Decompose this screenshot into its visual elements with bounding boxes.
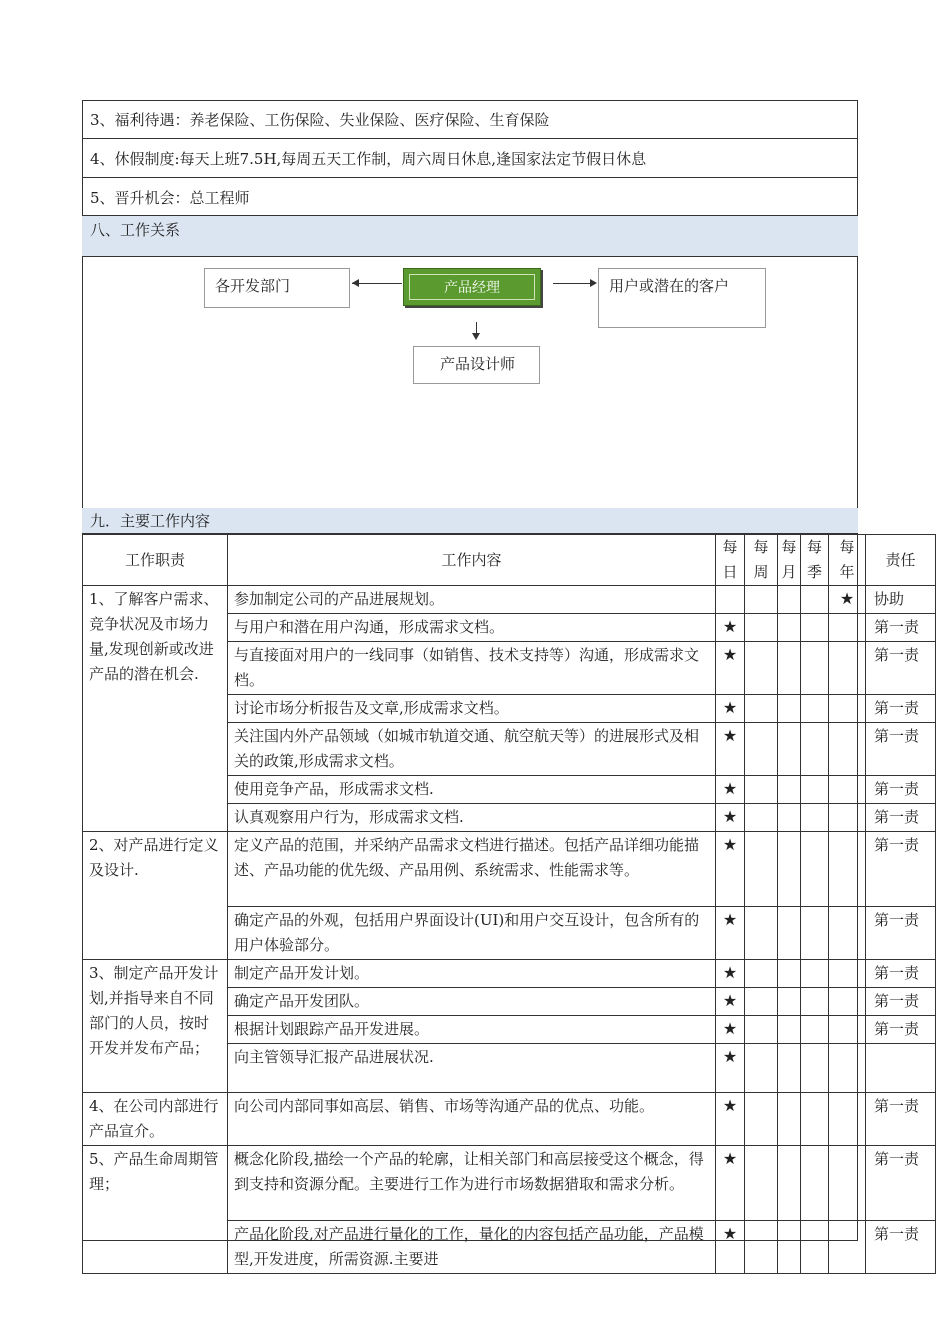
freq-daily-cell: ★ <box>716 1093 745 1146</box>
content-cell: 根据计划跟踪产品开发进展。 <box>228 1016 716 1044</box>
freq-quarterly-cell <box>801 1221 829 1274</box>
content-cell: 向公司内部同事如高层、销售、市场等沟通产品的优点、功能。 <box>228 1093 716 1146</box>
freq-yearly-cell <box>829 832 866 907</box>
benefits-promotion: 5、晋升机会：总工程师 <box>82 178 858 216</box>
freq-weekly-cell <box>745 1221 778 1274</box>
freq-weekly-cell <box>745 586 778 614</box>
responsibility-cell: 第一责 <box>866 614 936 642</box>
benefits-welfare: 3、福利待遇：养老保险、工伤保险、失业保险、医疗保险、生育保险 <box>82 100 858 139</box>
benefits-vacation: 4、休假制度:每天上班7.5H,每周五天工作制，周六周日休息,逢国家法定节假日休息 <box>82 139 858 178</box>
header-daily: 每 日 <box>716 535 745 586</box>
freq-quarterly-cell <box>801 988 829 1016</box>
freq-weekly-cell <box>745 804 778 832</box>
freq-monthly-cell <box>778 614 801 642</box>
freq-monthly-cell <box>778 1221 801 1274</box>
freq-weekly-cell <box>745 907 778 960</box>
freq-yearly-cell <box>829 988 866 1016</box>
freq-daily-cell: ★ <box>716 614 745 642</box>
freq-weekly-cell <box>745 1093 778 1146</box>
responsibility-cell: 第一责 <box>866 832 936 907</box>
freq-weekly-cell <box>745 1016 778 1044</box>
freq-yearly-cell <box>829 1093 866 1146</box>
section8-title: 八、工作关系 <box>82 216 858 257</box>
freq-yearly-cell <box>829 642 866 695</box>
content-cell: 参加制定公司的产品进展规划。 <box>228 586 716 614</box>
freq-yearly-cell <box>829 614 866 642</box>
freq-yearly-cell <box>829 960 866 988</box>
freq-daily-cell: ★ <box>716 988 745 1016</box>
freq-quarterly-cell <box>801 804 829 832</box>
freq-daily-cell: ★ <box>716 723 745 776</box>
freq-yearly-cell <box>829 723 866 776</box>
freq-weekly-cell <box>745 723 778 776</box>
responsibility-cell: 第一责 <box>866 960 936 988</box>
freq-quarterly-cell <box>801 614 829 642</box>
freq-quarterly-cell <box>801 1016 829 1044</box>
freq-daily-cell: ★ <box>716 832 745 907</box>
content-cell: 讨论市场分析报告及文章,形成需求文档。 <box>228 695 716 723</box>
freq-daily-cell: ★ <box>716 695 745 723</box>
freq-weekly-cell <box>745 1146 778 1221</box>
responsibility-cell: 第一责 <box>866 1016 936 1044</box>
content-cell: 与用户和潜在用户沟通，形成需求文档。 <box>228 614 716 642</box>
header-content: 工作内容 <box>228 535 716 586</box>
content-cell: 认真观察用户行为，形成需求文档. <box>228 804 716 832</box>
freq-daily-cell: ★ <box>716 1221 745 1274</box>
content-cell: 确定产品的外观，包括用户界面设计(UI)和用户交互设计，包含所有的用户体验部分。 <box>228 907 716 960</box>
org-product-designer: 产品设计师 <box>413 346 540 384</box>
freq-daily-cell: ★ <box>716 804 745 832</box>
duty-cell: 3、制定产品开发计划,并指导来自不同部门的人员，按时开发并发布产品； <box>83 960 228 1093</box>
freq-monthly-cell <box>778 586 801 614</box>
content-cell: 制定产品开发计划。 <box>228 960 716 988</box>
freq-yearly-cell <box>829 1221 866 1274</box>
section8-body <box>82 257 858 509</box>
freq-monthly-cell <box>778 1044 801 1093</box>
org-product-manager-label: 产品经理 <box>409 274 535 300</box>
org-customers: 用户或潜在的客户 <box>598 268 766 328</box>
header-monthly: 每 月 <box>778 535 801 586</box>
freq-quarterly-cell <box>801 695 829 723</box>
freq-daily-cell: ★ <box>716 1016 745 1044</box>
freq-quarterly-cell <box>801 1146 829 1221</box>
freq-monthly-cell <box>778 642 801 695</box>
content-cell: 确定产品开发团队。 <box>228 988 716 1016</box>
freq-yearly-cell <box>829 907 866 960</box>
duty-cell: 5、产品生命周期管理； <box>83 1146 228 1274</box>
header-yearly: 每 年 <box>829 535 866 586</box>
freq-daily-cell: ★ <box>716 1146 745 1221</box>
content-cell: 产品化阶段,对产品进行量化的工作，量化的内容包括产品功能，产品模型,开发进度，所需资源.主要进 <box>228 1221 716 1274</box>
responsibility-cell: 第一责 <box>866 723 936 776</box>
freq-quarterly-cell <box>801 723 829 776</box>
responsibility-cell: 第一责 <box>866 804 936 832</box>
table-row <box>83 1093 936 1146</box>
content-cell: 使用竞争产品，形成需求文档. <box>228 776 716 804</box>
content-cell: 向主管领导汇报产品进展状况. <box>228 1044 716 1093</box>
freq-daily-cell <box>716 586 745 614</box>
content-cell: 定义产品的范围，并采纳产品需求文档进行描述。包括产品详细功能描述、产品功能的优先级、产品用例、系统需求、性能需求等。 <box>228 832 716 907</box>
freq-weekly-cell <box>745 614 778 642</box>
duty-cell: 4、在公司内部进行产品宣介。 <box>83 1093 228 1146</box>
freq-daily-cell: ★ <box>716 642 745 695</box>
freq-yearly-cell <box>829 1146 866 1221</box>
freq-monthly-cell <box>778 776 801 804</box>
table-row <box>83 960 936 988</box>
duty-cell: 2、对产品进行定义及设计. <box>83 832 228 960</box>
table-row <box>83 832 936 907</box>
duty-cell: 1、了解客户需求、竞争状况及市场力量,发现创新或改进产品的潜在机会. <box>83 586 228 832</box>
freq-monthly-cell <box>778 1093 801 1146</box>
content-cell: 与直接面对用户的一线同事（如销售、技术支持等）沟通，形成需求文档。 <box>228 642 716 695</box>
header-weekly: 每 周 <box>745 535 778 586</box>
freq-weekly-cell <box>745 1044 778 1093</box>
freq-weekly-cell <box>745 695 778 723</box>
freq-daily-cell: ★ <box>716 776 745 804</box>
freq-weekly-cell <box>745 988 778 1016</box>
freq-yearly-cell <box>829 1044 866 1093</box>
freq-monthly-cell <box>778 695 801 723</box>
freq-monthly-cell <box>778 960 801 988</box>
freq-monthly-cell <box>778 988 801 1016</box>
responsibility-cell: 第一责 <box>866 1093 936 1146</box>
freq-monthly-cell <box>778 1146 801 1221</box>
content-cell: 关注国内外产品领域（如城市轨道交通、航空航天等）的进展形式及相关的政策,形成需求文档。 <box>228 723 716 776</box>
freq-yearly-cell <box>829 804 866 832</box>
org-dev-departments: 各开发部门 <box>204 268 350 308</box>
responsibility-cell <box>866 1044 936 1093</box>
responsibility-cell: 第一责 <box>866 988 936 1016</box>
freq-yearly-cell <box>829 695 866 723</box>
freq-yearly-cell <box>829 1016 866 1044</box>
freq-daily-cell: ★ <box>716 1044 745 1093</box>
responsibility-cell: 协助 <box>866 586 936 614</box>
freq-quarterly-cell <box>801 586 829 614</box>
freq-monthly-cell <box>778 907 801 960</box>
freq-monthly-cell <box>778 1016 801 1044</box>
freq-weekly-cell <box>745 960 778 988</box>
freq-quarterly-cell <box>801 832 829 907</box>
freq-quarterly-cell <box>801 907 829 960</box>
responsibility-cell: 第一责 <box>866 1221 936 1274</box>
table-row <box>83 586 936 614</box>
header-responsibility: 责任 <box>866 535 936 586</box>
freq-yearly-cell: ★ <box>829 586 866 614</box>
table-header-row <box>83 535 936 586</box>
responsibility-cell: 第一责 <box>866 695 936 723</box>
freq-quarterly-cell <box>801 960 829 988</box>
freq-quarterly-cell <box>801 776 829 804</box>
freq-quarterly-cell <box>801 1093 829 1146</box>
content-cell: 概念化阶段,描绘一个产品的轮廓，让相关部门和高层接受这个概念，得到支持和资源分配。主要进行工作为进行市场数据猎取和需求分析。 <box>228 1146 716 1221</box>
responsibility-cell: 第一责 <box>866 776 936 804</box>
freq-quarterly-cell <box>801 642 829 695</box>
header-duty: 工作职责 <box>83 535 228 586</box>
freq-monthly-cell <box>778 723 801 776</box>
freq-monthly-cell <box>778 832 801 907</box>
header-quarterly: 每 季 <box>801 535 829 586</box>
freq-monthly-cell <box>778 804 801 832</box>
table-row <box>83 1146 936 1221</box>
section9-title: 九．主要工作内容 <box>82 508 858 534</box>
freq-daily-cell: ★ <box>716 907 745 960</box>
freq-weekly-cell <box>745 776 778 804</box>
freq-quarterly-cell <box>801 1044 829 1093</box>
freq-daily-cell: ★ <box>716 960 745 988</box>
freq-weekly-cell <box>745 642 778 695</box>
responsibility-cell: 第一责 <box>866 907 936 960</box>
duties-table <box>82 534 936 1274</box>
responsibility-cell: 第一责 <box>866 1146 936 1221</box>
responsibility-cell: 第一责 <box>866 642 936 695</box>
freq-weekly-cell <box>745 832 778 907</box>
freq-yearly-cell <box>829 776 866 804</box>
